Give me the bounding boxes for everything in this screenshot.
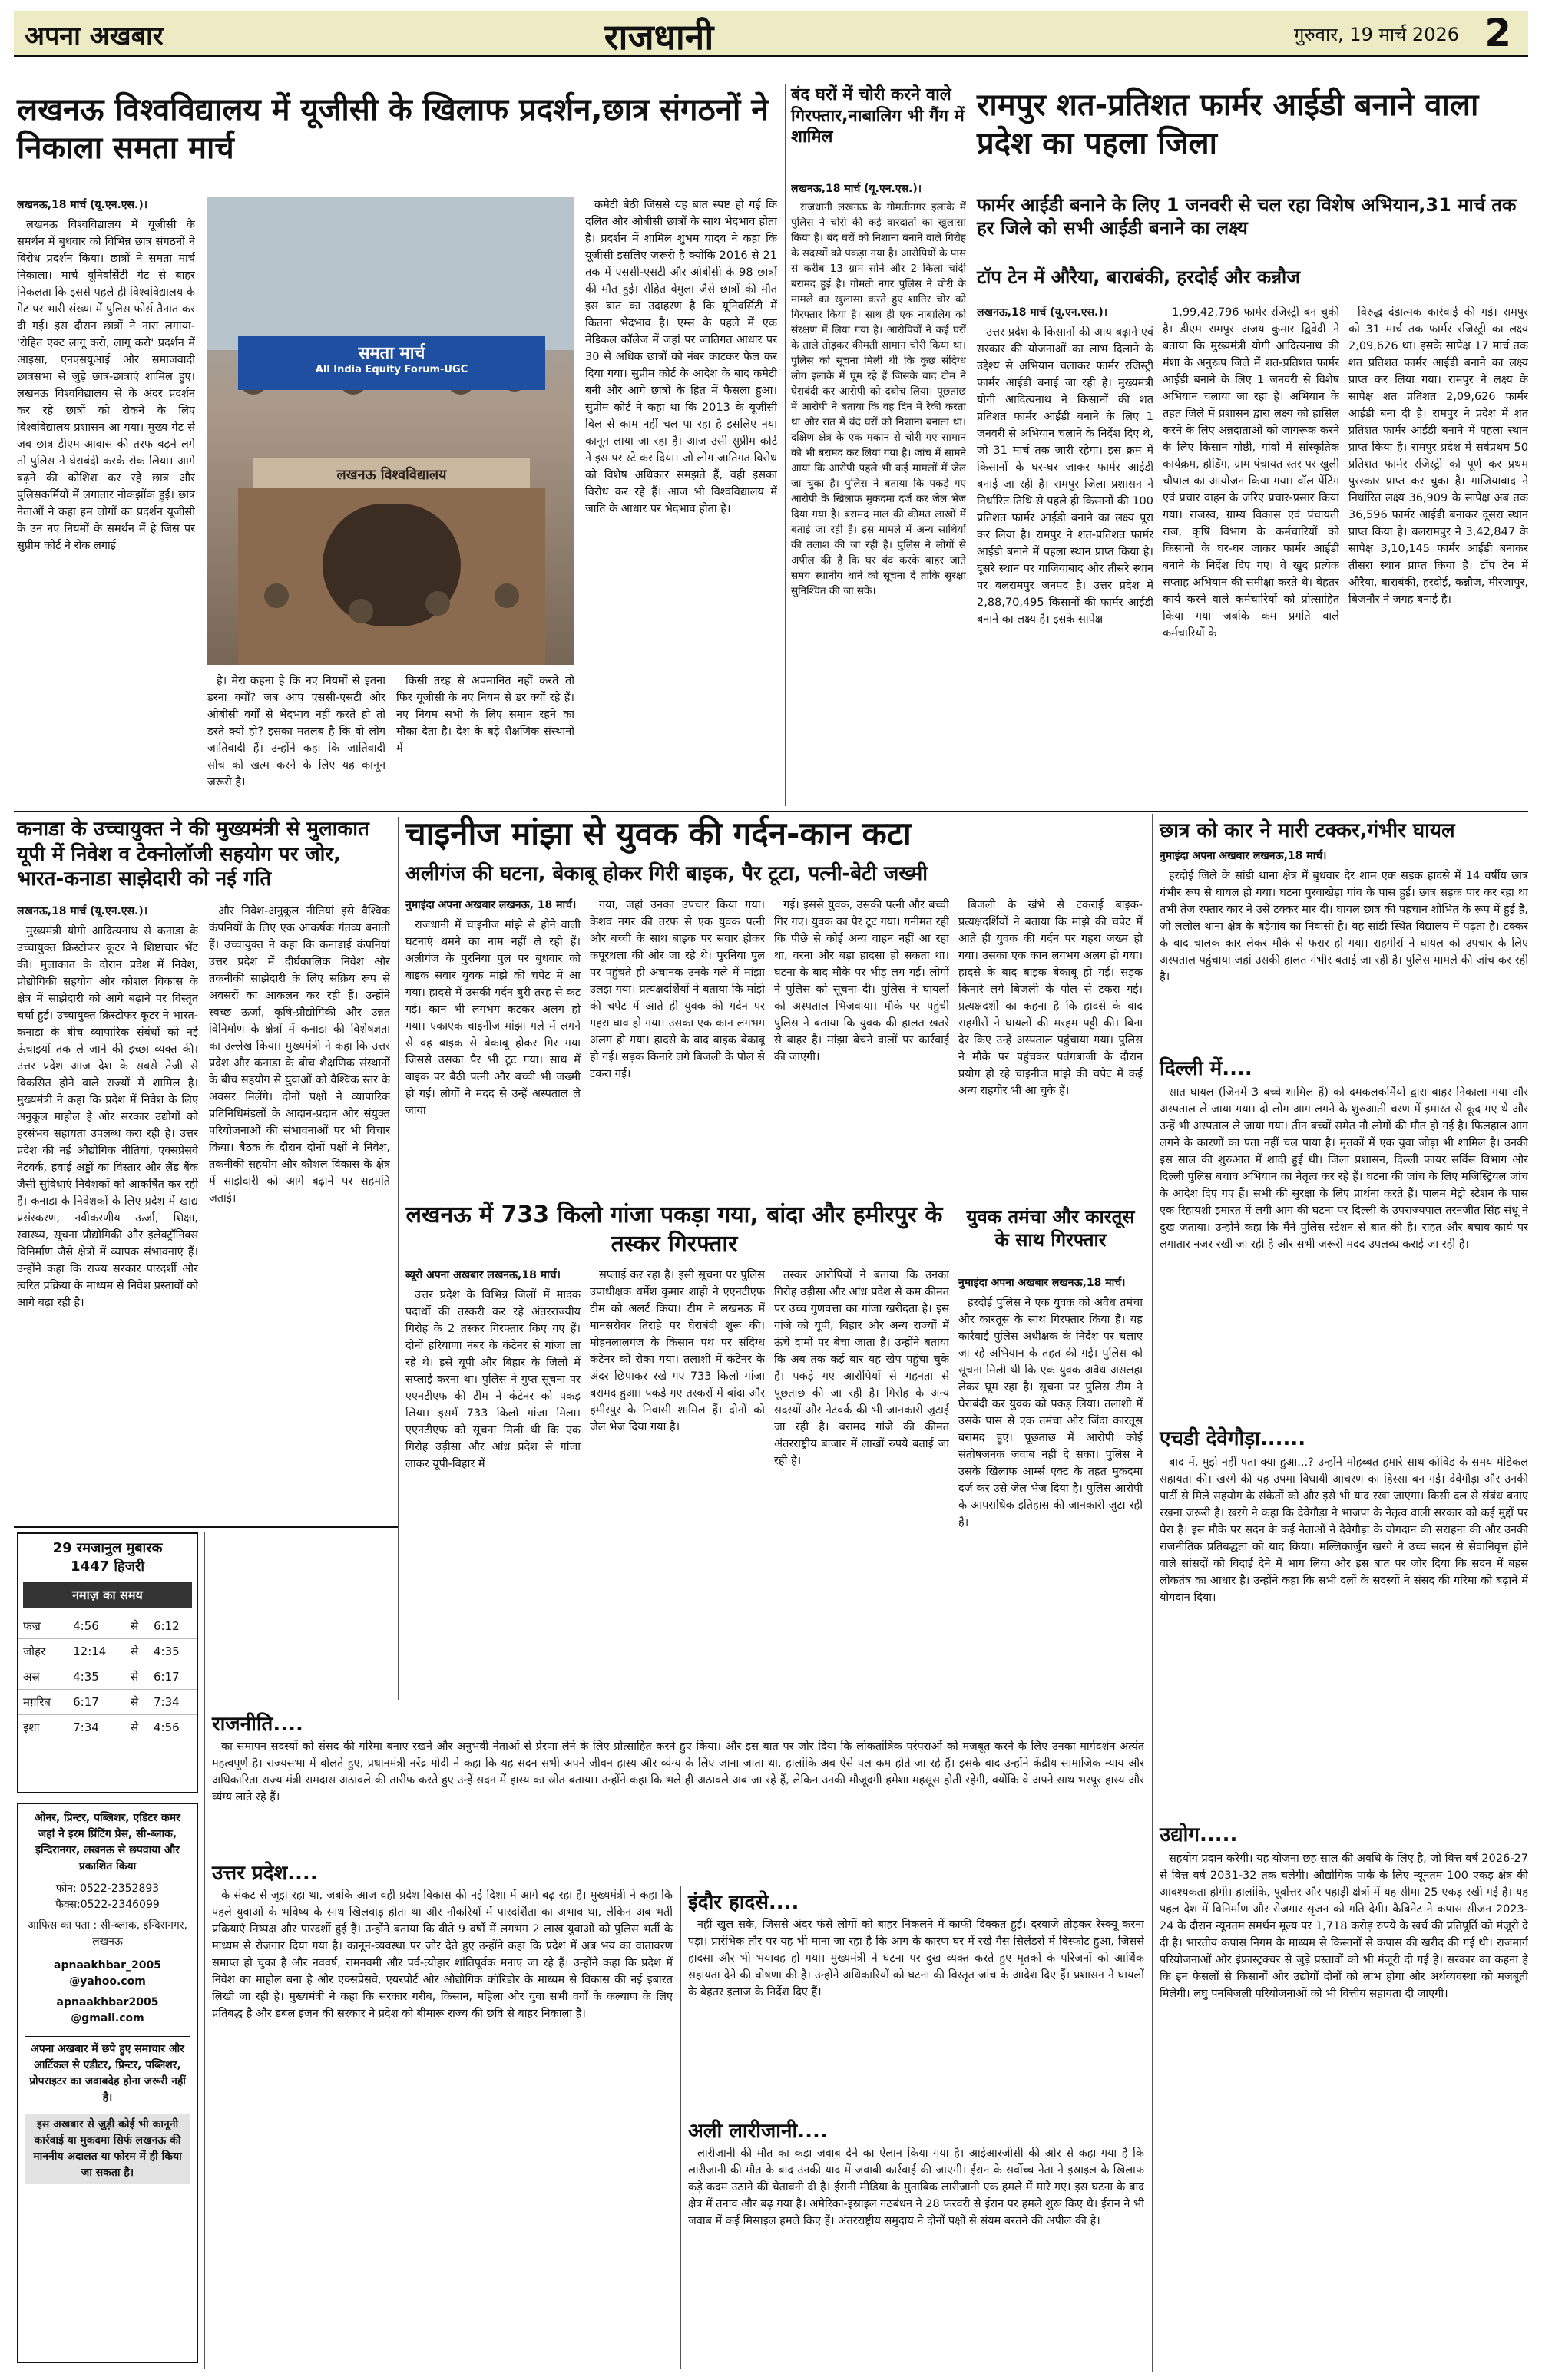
chori-column: [791, 181, 966, 811]
larijani-body: लारीजानी की मौत का कड़ा जवाब देने का ऐलान किया गया है। आईआरजीसी की ओर से कहा गया है कि लारीजानी की मौत के बाद उनकी याद में जवाबी कार्रवाई की जाएगी। ईरान के सर्वोच्च नेता ने इस्राइल के खिलाफ कड़े कदम उठाने की चेतावनी दी है। ईरानी मीडिया के मुताबिक लारीजानी एक हमले में मारे गए। इस घटना के बाद क्षेत्र में तनाव और बढ़ गया है। अमेरिका-इस्राइल गठबंधन ने 28 फरवरी से ईरान पर हमले शुरू किए थे। ईरान ने भी जवाब में कई मिसाइल हमले किए हैं। अंतरराष्ट्रीय समुदाय ने दोनों पक्षों से संयम बरतने की अपील की है।: [688, 2147, 1144, 2227]
section-divider: [14, 1526, 398, 1528]
namaz-table: [18, 1614, 197, 1740]
ugc-photo: [207, 197, 574, 665]
namaz-separator: से: [126, 1664, 149, 1690]
canada-dateline: लखनऊ,18 मार्च (यू.एन.एस.)।: [17, 905, 148, 917]
ugc-body-3: कमेटी बैठी जिससे यह बात स्पष्ट हो गई कि दलित और ओबीसी छात्रों के साथ भेदभाव होता है। प्रदर्शन में शामिल शुभम यादव ने कहा कि यूजीसी इसलिए जरूरी है क्योंकि 2016 से 21 तक में एससी-एसटी और ओबीसी के 98 छात्रों की मौत हुई। रोहित वेमुला जैसे छात्रों की मौत इस बात का उदाहरण है कि यूनिवर्सिटी में कितना भेदभाव है। एम्स के पहले में एक मेडिकल कॉलेज में जहां पर जातिगत आधार पर 30 से अधिक छात्रों को नंबर काटकर फेल कर दिया गया। सुप्रीम कोर्ट के आदेश के बाद कमेटी बनी और आगे छात्रों के हित में फैसला हुआ। सुप्रीम कोर्ट ने कहा था कि 2013 के यूजीसी बिल से काम नहीं चल पा रहा है इसलिए नया कानून लाया जा रहा है। आज उसी सुप्रीम कोर्ट ने इस पर स्टे कर दिया। जो लोग जातिगत विरोध को विशेष अधिकार समझते हैं, वही इसका विरोध कर रहे हैं। आज भी विश्वविद्यालय में जाति के आधार पर भेदभाव होता है।: [585, 199, 777, 515]
car-dateline: नुमाइंदा अपना अखबार लखनऊ,18 मार्च।: [1160, 850, 1327, 862]
imprint-text: ओनर, प्रिन्टर, पब्लिशर, एडिटर कमर जहां ने इरम प्रिंटिंग प्रेस, सी-ब्लाक, इन्दिरानगर, लखनऊ से छपवाया और प्रकाशित किया: [35, 1812, 180, 1873]
manjha-body-1: राजधानी में चाइनीज मांझे से होने वाली घटनाएं थमने का नाम नहीं ले रही हैं। अलीगंज के पुरनिया पुल पर बुधवार को बाइक सवार युवक मांझे की चपेट में आ गया। हादसे में उसकी गर्दन बुरी तरह से कट गई। कान भी लगभग कटकर अलग हो गया। एकाएक चाइनीज मांझा गले में लगने से वह बाइक से बेकाबू होकर गिर गया जिससे उसका पैर भी टूट गया। साथ में बाइक पर बैठी पत्नी और बच्ची भी जख्मी हो गईं। लोगों ने मदद से उन्हें अस्पताल ले जाया: [405, 919, 581, 1117]
larijani-column: [688, 2145, 1144, 2369]
ganja-headline: लखनऊ में 733 किलो गांजा पकड़ा गया, बांदा और हमीरपुर के तस्कर गिरफ्तार: [405, 1202, 943, 1258]
rampur-column-2: [1163, 304, 1339, 803]
larijani-section: अली लारीजानी....: [688, 2120, 828, 2143]
paper-name: अपना अखबार: [25, 21, 164, 51]
imprint-email-2: apnaakhbar2005 @gmail.com: [56, 1996, 159, 2025]
column-rule: [680, 1886, 681, 2369]
canada-body-1: मुख्यमंत्री योगी आदित्यनाथ से कनाडा के उच्चायुक्त क्रिस्टोफर कूटर ने शिष्टाचार भेंट की। मुलाकात के दौरान प्रदेश में निवेश, प्रौद्योगिकी सहयोग और कौशल विकास के क्षेत्र में साझेदारी को आगे बढ़ाने पर विस्तृत चर्चा हुई। उच्चायुक्त क्रिस्टोफर कूटर ने भारत-कनाडा के बीच व्यापारिक संबंधों को नई ऊंचाइयों तक ले जाने की इच्छा व्यक्त की। उत्तर प्रदेश आज देश के सबसे तेजी से विकसित होने वाले राज्यों में शामिल है। मुख्यमंत्री ने कहा कि प्रदेश में निवेश के लिए अनुकूल माहौल है और सरकार उद्योगों को हरसंभव सहायता उपलब्ध करा रही है। उत्तर प्रदेश की नई औद्योगिक नीतियां, एक्सप्रेसवे नेटवर्क, हवाई अड्डों का विस्तार और लैंड बैंक जैसी सुविधाएं निवेशकों को आकर्षित कर रही हैं। कनाडा के निवेशकों के लिए प्रदेश में खाद्य प्रसंस्करण, नवीकरणीय ऊर्जा, शिक्षा, स्वास्थ्य, सूचना प्रौद्योगिकी और इलेक्ट्रॉनिक्स विनिर्माण जैसे क्षेत्रों में व्यापक संभावनाएं हैं। उन्होंने कहा कि राज्य सरकार पारदर्शी और त्वरित प्रक्रिया के माध्यम से निवेश प्रस्तावों को आगे बढ़ा रही है।: [17, 925, 198, 1309]
ugc-headline: लखनऊ विश्वविद्यालय में यूजीसी के खिलाफ प्रदर्शन,छात्र संगठनों ने निकाला समता मार्च: [17, 92, 769, 166]
rampur-subhead: फार्मर आईडी बनाने के लिए 1 जनवरी से चल रहा विशेष अभियान,31 मार्च तक हर जिले को सभी आईडी बनाने का लक्ष्य: [977, 194, 1517, 239]
imprint-box: [17, 1803, 198, 2363]
ganja-body-2: सप्लाई कर रहा है। इसी सूचना पर पुलिस उपाधीक्षक धर्मेश कुमार शाही ने एएनटीएफ टीम को अलर्ट किया। टीम ने लखनऊ में मानसरोवर तिराहे पर घेराबंदी शुरू की। मोहनलालगंज के किसान पथ पर संदिग्ध कंटेनर को रोका गया। तलाशी में कंटेनर के अंदर छिपाकर रखे गए 733 किलो गांजा बरामद हुआ। पकड़े गए तस्करों में बांदा और हमीरपुर के निवासी शामिल हैं। दोनों को जेल भेज दिया गया है।: [590, 1269, 765, 1433]
deve-section: एचडी देवेगौड़ा......: [1160, 1427, 1306, 1450]
column-rule: [398, 817, 399, 1700]
namaz-end: 7:34: [149, 1690, 197, 1715]
ganja-column-1: [405, 1267, 581, 1704]
masthead: [14, 11, 1528, 57]
ganja-body-3: तस्कर आरोपियों ने बताया कि उनका गिरोह उड़ीसा और आंध्र प्रदेश से कम कीमत पर उच्च गुणवत्ता का गांजा खरीदता है। इस गांजे को यूपी, बिहार और अन्य राज्यों में ऊंचे दामों पर बेचा जाता है। उन्होंने बताया कि अब तक कई बार यह खेप पहुंचा चुके हैं। पकड़े गए आरोपियों से गहनता से पूछताछ की जा रही है। गिरोह के अन्य सदस्यों और नेटवर्क की भी जानकारी जुटाई जा रही है। बरामद गांजे की कीमत अंतरराष्ट्रीय बाजार में लाखों रुपये बताई जा रही है।: [774, 1269, 949, 1467]
namaz-start: 7:34: [68, 1715, 126, 1740]
page-number: 2: [1484, 11, 1511, 55]
manjha-body-2: गया, जहां उनका उपचार किया गया। केशव नगर की तरफ से एक युवक पत्नी और बच्ची के साथ बाइक पर सवार होकर कपूरथला की ओर जा रहे थे। पुरनिया पुल पर पहुंचते ही अचानक उनके गले में मांझा उलझ गया। प्रत्यक्षदर्शियों ने बताया कि मांझे की चपेट में आते ही युवक की गर्दन पर गहरा घाव हो गया। उसका एक कान लगभग अलग हो गया। हादसे के बाद बाइक बेकाबू हो गई। सड़क किनारे लगे बिजली के पोल से टकरा गई।: [590, 899, 765, 1080]
namaz-name: अस्र: [18, 1664, 68, 1690]
uttar-column: [212, 1887, 673, 2369]
manjha-body-4: बिजली के खंभे से टकराई बाइक-प्रत्यक्षदर्शियों ने बताया कि मांझे की चपेट में आते ही युवक की गर्दन पर गहरा जख्म हो गया। उसका एक कान लगभग अलग हो गया। हादसे के बाद बाइक बेकाबू हो गई। सड़क किनारे लगे बिजली के पोल से टकरा गई। प्रत्यक्षदर्शी का कहना है कि हादसे के बाद राहगीरों ने घायलों की मरहम पट्टी की। बिना देर किए उन्हें अस्पताल पहुंचाया गया। पुलिस ने मौके पर पहुंचकर पतंगबाजी के दौरान प्रयोग हो रहे चाइनीज मांझे की चपेट में कई अन्य राहगीर भी आ चुके हैं।: [958, 899, 1143, 1097]
ugc-body-2b: किसी तरह से अपमानित नहीं करते तो फिर यूजीसी के नए नियम से डर क्यों रहे हैं। नए नियम सभी के लिए समान रहने का मौका देता है। देश के बड़े शैक्षणिक संस्थानों में: [396, 675, 574, 755]
hijri-year: 1447 हिजरी: [71, 1559, 144, 1575]
manjha-column-1: [405, 897, 581, 1196]
chori-dateline: लखनऊ,18 मार्च (यू.एन.एस.)।: [791, 183, 922, 195]
rampur-body-1: उत्तर प्रदेश के किसानों की आय बढ़ाने एवं सरकार की योजनाओं का लाभ दिलाने के उद्देश्य से अभियान चलाकर फार्मर रजिस्ट्री फार्मर आईडी बनाई जा रही है। मुख्यमंत्री योगी आदित्यनाथ ने किसानों की शत प्रतिशत फार्मर आईडी बनाने के लिए 1 जनवरी से अभियान चलाने के निर्देश दिए थे, जो 31 मार्च तक जारी रहेगा। इस क्रम में किसानों के घर-घर जाकर फार्मर आईडी बनाई जा रही है। रामपुर जिला प्रशासन ने निर्धारित तिथि से पहले ही किसानों की 100 प्रतिशत फार्मर आईडी बनाने का लक्ष्य पूरा कर लिया है। रामपुर ने शत-प्रतिशत फार्मर आईडी बनाने में पहला स्थान प्राप्त किया है। दूसरे स्थान पर गाजियाबाद और तीसरे स्थान पर बलरामपुर जनपद है। उत्तर प्रदेश में 2,88,70,495 किसानों की फार्मर आईडी बनाने का लक्ष्य है। इसके सापेक्ष: [977, 326, 1153, 626]
ugc-column-3: [585, 197, 777, 811]
uttar-section: उत्तर प्रदेश....: [212, 1862, 318, 1885]
manjha-dateline: नुमाइंदा अपना अखबार लखनऊ, 18 मार्च।: [405, 899, 577, 911]
canada-headline: कनाडा के उच्चायुक्त ने की मुख्यमंत्री से मुलाकात यूपी में निवेश व टेक्नोलॉजी सहयोग पर जोर, भारत-कनाडा साझेदारी को नई गति: [17, 818, 369, 891]
namaz-row: [18, 1614, 197, 1639]
ganja-column-3: [774, 1267, 949, 1704]
imprint-notice-1: अपना अखबार में छपे हुए समाचार और आर्टिकल से एडीटर, प्रिन्टर, पब्लिशर, प्रोपराइटर का जवाबदेह होना जरूरी नहीं है।: [25, 2036, 190, 2106]
rampur-dateline: लखनऊ,18 मार्च (यू.एन.एस.)।: [977, 306, 1108, 319]
issue-date: गुरुवार, 19 मार्च 2026: [1293, 24, 1459, 45]
namaz-row: [18, 1690, 197, 1715]
delhi-section: दिल्ली में....: [1160, 1057, 1252, 1080]
tamancha-column: [958, 1274, 1143, 1704]
ganja-column-2: [590, 1267, 765, 1704]
column-rule: [785, 84, 786, 806]
rampur-headline: रामपुर शत-प्रतिशत फार्मर आईडी बनाने वाला प्रदेश का पहला जिला: [977, 88, 1479, 161]
rampur-body-2: 1,99,42,796 फार्मर रजिस्ट्री बन चुकी है। डीएम रामपुर अजय कुमार द्विवेदी ने बताया कि मुख्यमंत्री योगी आदित्यनाथ की मंशा के अनुरूप जिले में शत-प्रतिशत फार्मर आईडी बनाने के लिए 1 जनवरी से विशेष अभियान चलाया जा रहा है। अभियान के तहत जिले में प्रशासन द्वारा लक्ष्य को हासिल करने के लिए अन्नदाताओं को जागरूक करने के लिए किसान गोष्ठी, गांवों में सांस्कृतिक कार्यक्रम, होर्डिंग, ग्राम पंचायत स्तर पर खुली चौपाल का आयोजन किया गया। वॉल पेंटिंग एवं प्रचार वाहन के जरिए प्रचार-प्रसार किया गया। राजस्व, ग्राम्य विकास एवं पंचायती राज, कृषि विभाग के कर्मचारियों को किसानों के घर-घर जाकर फार्मर आईडी बनाने के निर्देश दिए गए। वे खुद प्रत्येक सप्ताह अभियान की समीक्षा करते थे। बेहतर कार्य करने वाले कर्मचारियों को प्रोत्साहित किया गया जबकि कम प्रगति वाले कर्मचारियों के: [1163, 306, 1339, 640]
ugc-column-2b: [396, 673, 574, 811]
deve-body: बाद में, मुझे नहीं पता क्या हुआ...? उन्होंने मोहब्बत हमारे साथ कोविड के समय मेडिकल सहायता की। खरगे की यह उपमा विधायी आचरण का हिस्सा बन गई। देवेगौड़ा और उनकी पार्टी से मिले सहयोग के संकेतों को और इसे भी याद रखा जाएगा। किसी दल से संबंध बनाए रखना जरूरी है। खरगे ने कहा कि देवेगौड़ा ने भाजपा के नेतृत्व वाली सरकार को कई मुद्दों पर घेरा है। इस मौके पर सदन के कई नेताओं ने देवेगौड़ा के योगदान की सराहना की और उनकी राजनीतिक प्रतिबद्धता को याद किया। मल्लिकार्जुन खरगे ने उच्च सदन से सेवानिवृत्त होने वाले सांसदों को विदाई देने में भाग लिया और इस बात पर जोर दिया कि सदन में बहस लोकतंत्र का आधार है। उन्होंने कहा कि सभी दलों के सदस्यों ने संसद की गरिमा को बढ़ाने में योगदान दिया।: [1160, 1456, 1528, 1604]
namaz-end: 4:56: [149, 1715, 197, 1740]
rajneeti-column: [212, 1738, 1144, 1853]
namaz-separator: से: [126, 1614, 149, 1639]
ganja-body-1: उत्तर प्रदेश के विभिन्न जिलों में मादक पदार्थों की तस्करी कर रहे अंतरराज्यीय गिरोह के 2 तस्कर गिरफ्तार किए गए हैं। दोनों हरियाणा नंबर के कंटेनर से गांजा ला रहे थे। इसे यूपी और बिहार के जिलों में सप्लाई करना था। पुलिस ने गुप्त सूचना पर एएनटीएफ की टीम ने कंटेनर को पकड़ लिया। इसमें 733 किलो गांजा मिला। एएनटीएफ को सूचना मिली थी कि एक गिरोह उड़ीसा और आंध्र प्रदेश से गांजा लाकर यूपी-बिहार में: [405, 1289, 581, 1470]
indore-section: इंदौर हादसे....: [688, 1891, 799, 1914]
banner-title: समता मार्च: [358, 344, 425, 363]
indore-column: [688, 1916, 1144, 2108]
rampur-subhead-2: टॉप टेन में औरैया, बाराबंकी, हरदोई और कन्नौज: [977, 266, 1301, 288]
imprint-notice-2: इस अखबार से जुड़ी कोई भी कानूनी कार्रवाई या मुकदमा सिर्फ लखनऊ की माननीय अदालत या फोरम में ही किया जा सकता है।: [25, 2114, 190, 2184]
ugc-photo-illustration: [207, 197, 574, 665]
namaz-box: [17, 1532, 198, 1793]
namaz-title: नमाज़ का समय: [23, 1582, 192, 1608]
ugc-photo-banner: [238, 336, 545, 390]
car-column: [1160, 848, 1528, 1047]
udyog-body: सहयोग प्रदान करेगी। यह योजना छह साल की अवधि के लिए है, जो वित्त वर्ष 2026-27 से वित्त वर्ष 2031-32 तक चलेगी। औद्योगिक पार्क के लिए न्यूनतम 100 एकड़ क्षेत्र की आवश्यकता होगी। हालांकि, पूर्वोत्तर और पहाड़ी क्षेत्रों में यह सीमा 25 एकड़ रखी गई है। यह पहल देश में विनिर्माण और रोजगार सृजन को गति देगी। कैबिनेट ने कपास सीजन 2023-24 के दौरान न्यूनतम समर्थन मूल्य पर 1,718 करोड़ रुपये के खर्च की प्रतिपूर्ति को मंजूरी दे दी है। भारतीय कपास निगम के माध्यम से किसानों से कपास की खरीद की गई थी। राजमार्ग परियोजनाओं और इंफ्रास्ट्रक्चर से जुड़े प्रस्तावों को भी मंजूरी दी गई है। सरकार का कहना है कि इन फैसलों से किसानों और उद्योगों दोनों को लाभ होगा और अर्थव्यवस्था को मजबूती मिलेगी। लघु पनबिजली परियोजनाओं को भी वित्तीय सहायता दी जाएगी।: [1160, 1853, 1528, 2000]
deve-column: [1160, 1454, 1528, 1807]
rampur-column-3: [1348, 304, 1528, 803]
namaz-start: 4:35: [68, 1664, 126, 1690]
chori-headline: बंद घरों में चोरी करने वाले गिरफ्तार,नाबालिग भी गैंग में शामिल: [791, 85, 965, 147]
tamancha-dateline: नुमाइंदा अपना अखबार लखनऊ,18 मार्च।: [958, 1277, 1126, 1289]
building-sign: लखनऊ विश्वविद्यालय: [336, 467, 447, 483]
rajneeti-body: का समापन सदस्यों को संसद की गरिमा बनाए रखने और अनुभवी नेताओं से प्रेरणा लेने के लिए प्रोत्साहित करने हुए किया। और इस बात पर जोर दिया कि लोकतांत्रिक परंपराओं को मजबूत करने के लिए उनका मार्गदर्शन अत्यंत महत्वपूर्ण है। राज्यसभा में बोलते हुए, प्रधानमंत्री नरेंद्र मोदी ने कहा कि यह सदन सभी अपने जीवन हास्य और व्यंग्य के लिए जाना जाता था, हालांकि अब ऐसे पल कम होते जा रहे हैं। इसके बाद उन्होंने केंद्रीय सामाजिक न्याय और अधिकारिता राज्य मंत्री रामदास अठावले की तारीफ करते हुए उन्हें सदन में हास्य का स्रोत बताया। उन्होंने कहा कि भले ही अठावले अब जा रहे हैं, लेकिन उनकी मौजूदगी हमेशा महसूस होती रहेगी, क्योंकि वे अपने साथ भरपूर हास्य और व्यंग्य लाते रहे हैं।: [212, 1740, 1144, 1803]
namaz-end: 6:12: [149, 1614, 197, 1639]
tamancha-headline: युवक तमंचा और कारतूस के साथ गिरफ्तार: [966, 1206, 1135, 1251]
manjha-body-3: गई। इससे युवक, उसकी पत्नी और बच्ची गिर गए। युवक का पैर टूट गया। गनीमत रही कि पीछे से कोई अन्य वाहन नहीं आ रहा था, वरना और बड़ा हादसा हो सकता था। घटना के बाद मौके पर भीड़ लग गई। लोगों ने पुलिस को सूचना दी। पुलिस ने घायलों को अस्पताल भिजवाया। मौके पर पहुंची पुलिस ने बताया कि युवक की हालत खतरे से बाहर है। मांझा बेचने वालों पर कार्रवाई की जाएगी।: [774, 899, 949, 1063]
chori-body: राजधानी लखनऊ के गोमतीनगर इलाके में पुलिस ने चोरी की कई वारदातों का खुलासा किया है। बंद घरों को निशाना बनाने वाले गिरोह के सदस्यों को पकड़ा गया है। आरोपियों के पास से करीब 13 ग्राम सोने और 2 किलो चांदी बरामद हुई है। गोमती नगर पुलिस ने चोरी के मामले का खुलासा करते हुए शातिर चोर को गिरफ्तार किया है। साथ ही एक नाबालिग को संरक्षण में लिया गया है। आरोपियों ने कई घरों के ताले तोड़कर कीमती सामान चोरी किया था। पुलिस को सूचना मिली थी कि कुछ संदिग्ध लोग इलाके में घूम रहे हैं जिसके बाद टीम ने घेराबंदी कर आरोपी को दबोच लिया। पूछताछ में आरोपी ने बताया कि वह दिन में रेकी करता था और रात में बंद घरों को निशाना बनाता था। दक्षिण क्षेत्र के एक मकान से चोरी गए सामान को भी बरामद कर लिया गया है। जांच में सामने आया कि आरोपी पहले भी कई मामलों में जेल जा चुका है। पुलिस ने बताया कि पकड़े गए आरोपी के खिलाफ मुकदमा दर्ज कर जेल भेज दिया गया है। बरामद माल की कीमत लाखों में बताई जा रही है। इस मामले में अन्य साथियों की तलाश की जा रही है। पुलिस ने लोगों से अपील की है कि घर बंद करके बाहर जाते समय स्थानीय थाने को सूचना दें ताकि सुरक्षा सुनिश्चित की जा सके।: [791, 201, 966, 597]
ugc-column-1: [17, 197, 195, 811]
banner-subtitle: All India Equity Forum-UGC: [315, 364, 468, 375]
section-divider: [14, 811, 1528, 812]
rampur-column-1: [977, 304, 1153, 803]
manjha-column-3: [774, 897, 949, 1196]
namaz-separator: से: [126, 1639, 149, 1664]
namaz-name: जोहर: [18, 1639, 68, 1664]
manjha-headline: चाइनीज मांझा से युवक की गर्दन-कान कटा: [405, 815, 912, 852]
canada-column-1: [17, 903, 198, 1517]
namaz-separator: से: [126, 1715, 149, 1740]
namaz-name: फज्र: [18, 1614, 68, 1639]
imprint-office: आफिस का पता : सी-ब्लाक, इन्दिरानगर, लखनऊ: [28, 1919, 187, 1948]
namaz-name: इशा: [18, 1715, 68, 1740]
imprint-fax: फैक्स:0522-2346099: [55, 1899, 160, 1911]
column-rule: [204, 1532, 205, 2369]
section-title: राजधानी: [604, 16, 714, 58]
column-rule: [1152, 814, 1153, 2372]
ugc-body-2: है। मेरा कहना है कि नए नियमों से इतना डरना क्यों? जब आप एससी-एसटी और ओबीसी वर्गों से भेदभाव नहीं करते हो तो डरते क्यों हो? इसका मतलब है कि वो लोग जातिवादी हैं। उन्होंने कहा कि जातिवादी सोच को खत्म करने के लिए यह कानून जरूरी है।: [207, 675, 386, 788]
hijri-date: 29 रमजानुल मुबारक: [52, 1540, 163, 1556]
canada-body-2: और निवेश-अनुकूल नीतियां इसे वैश्विक कंपनियों के लिए एक आकर्षक गंतव्य बनाती हैं। उच्चायुक्त ने कहा कि कनाडाई कंपनियां उत्तर प्रदेश में दीर्घकालिक निवेश और तकनीकी साझेदारी के लिए सक्रिय रूप से अवसरों का आकलन कर रही हैं। उन्होंने स्वच्छ ऊर्जा, कृषि-प्रौद्योगिकी और उन्नत विनिर्माण के क्षेत्रों में कनाडा की विशेषज्ञता का उल्लेख किया। मुख्यमंत्री ने कहा कि उत्तर प्रदेश और कनाडा के बीच शैक्षणिक संस्थानों के बीच सहयोग से युवाओं को वैश्विक स्तर के अवसर मिलेंगे। दोनों पक्षों ने व्यापारिक प्रतिनिधिमंडलों के आदान-प्रदान और संयुक्त परियोजनाओं की संभावनाओं पर भी विचार किया। बैठक के दौरान दोनों पक्षों ने निवेश, तकनीकी सहयोग और कौशल विकास के क्षेत्र में साझेदारी को आगे बढ़ाने पर सहमति जताई।: [209, 905, 390, 1205]
udyog-column: [1160, 1850, 1528, 2372]
namaz-row: [18, 1715, 197, 1740]
rajneeti-section: राजनीति....: [212, 1713, 303, 1736]
manjha-column-2: [590, 897, 765, 1196]
namaz-start: 4:56: [68, 1614, 126, 1639]
namaz-end: 4:35: [149, 1639, 197, 1664]
udyog-section: उद्योग.....: [1160, 1823, 1238, 1846]
ugc-column-2: [207, 673, 386, 811]
ugc-body-1: लखनऊ विश्वविद्यालय में यूजीसी के समर्थन में बुधवार को विभिन्न छात्र संगठनों ने विरोध प्रदर्शन किया। छात्रों ने समता मार्च निकाला। मार्च यूनिवर्सिटी गेट से बाहर निकलता कि इससे पहले ही विश्वविद्यालय के गेट पर भारी संख्या में पुलिस फोर्स तैनात कर दी गई। इस दौरान छात्रों ने नारा लगाया-'रोहित एक्ट लागू करो, लागू करो' प्रदर्शन में आइसा, एनएसयूआई और समाजवादी छात्रसभा से जुड़े छात्र-छात्राएं शामिल हुए। लखनऊ विश्वविद्यालय से के अंदर प्रदर्शन कर रहे छात्रों को रोकने के लिए विश्वविद्यालय प्रशासन आ गया। मुख्य गेट से जब छात्र डीएम आवास की तरफ बढ़ने लगे तो पुलिस ने घेराबंदी करके रोक लिया। आगे बढ़ने की कोशिश कर रहे छात्र और पुलिसकर्मियों में लगातार नोकझोंक हुई। छात्र नेताओं ने कहा हम लोगों का प्रदर्शन यूजीसी के उन नए नियमों के समर्थन में है जिस पर सुप्रीम कोर्ट ने रोक लगाई: [17, 219, 195, 552]
canada-column-2: [209, 903, 390, 1517]
tamancha-body: हरदोई पुलिस ने एक युवक को अवैध तमंचा और कारतूस के साथ गिरफ्तार किया है। यह कार्रवाई पुलिस अधीक्षक के निर्देश पर चलाए जा रहे अभियान के तहत की गई। पुलिस को सूचना मिली थी कि एक युवक अवैध असलहा लेकर घूम रहा है। सूचना पर पुलिस टीम ने घेराबंदी कर युवक को पकड़ लिया। तलाशी में उसके पास से एक तमंचा और जिंदा कारतूस बरामद हुए। पूछताछ में आरोपी कोई संतोषजनक जवाब नहीं दे सका। पुलिस ने उसके खिलाफ आर्म्स एक्ट के तहत मुकदमा दर्ज कर उसे जेल भेज दिया है। पुलिस आरोपी के आपराधिक इतिहास की जानकारी जुटा रही है।: [958, 1297, 1143, 1529]
delhi-column: [1160, 1084, 1528, 1414]
ganja-dateline: ब्यूरो अपना अखबार लखनऊ,18 मार्च।: [405, 1269, 561, 1281]
car-body: हरदोई जिले के सांडी थाना क्षेत्र में बुधवार देर शाम एक सड़क हादसे में 14 वर्षीय छात्र गंभीर रूप से घायल हो गया। घटना पुरवाखेड़ा गांव के पास हुई। छात्र सड़क पार कर रहा था तभी तेज रफ्तार कार ने उसे टक्कर मार दी। घायल छात्र की पहचान शोभित के रूप में हुई है, जो ललोल थाना क्षेत्र के बड़ेगांव का निवासी है। वह सांडी स्थित विद्यालय में पढ़ता है। टक्कर के बाद चालक कार लेकर मौके से फरार हो गया। राहगीरों ने घायल को उपचार के लिए अस्पताल पहुंचाया जहां उसकी हालत गंभीर बताई जा रही है। पुलिस मामले की जांच कर रही है।: [1160, 870, 1528, 983]
namaz-separator: से: [126, 1690, 149, 1715]
manjha-column-4: [958, 897, 1143, 1196]
namaz-end: 6:17: [149, 1664, 197, 1690]
namaz-name: मग़रिब: [18, 1690, 68, 1715]
namaz-start: 12:14: [68, 1639, 126, 1664]
delhi-body: सात घायल (जिनमें 3 बच्चे शामिल हैं) को दमकलकर्मियों द्वारा बाहर निकाला गया और अस्पताल ले जाया गया। दो लोग आग लगने के शुरुआती चरण में इमारत से कूद गए थे और उन्हें भी अस्पताल ले जाया गया। तीन बच्चों समेत नौ लोगों की मौत हो गई है। फिलहाल आग लगने के कारणों का पता नहीं चल पाया है। मृतकों में एक युवा जोड़ा भी शामिल है। उनकी इस साल की शुरुआत में शादी हुई थी। जिला प्रशासन, दिल्ली फायर सर्विस विभाग और दिल्ली पुलिस बचाव अभियान का नेतृत्व कर रहे हैं। घटना की जांच के लिए मजिस्ट्रियल जांच के आदेश दिए गए हैं। सभी की सुरक्षा के लिए प्रार्थना करते हैं। पालम मेट्रो स्टेशन के पास एक रिहायशी इमारत में लगी आग की घटना पर दिल्ली के उपराज्यपाल तरनजीत सिंह संधू ने दुख जताया। उन्होंने कहा कि मैंने पुलिस स्टेशन से बात की है। राहत और बचाव कार्य पर लगातार नजर रखी जा रही है और सभी जरूरी मदद उपलब्ध कराई जा रही है।: [1160, 1086, 1528, 1251]
namaz-start: 6:17: [68, 1690, 126, 1715]
namaz-row: [18, 1664, 197, 1690]
uttar-body: के संकट से जूझ रहा था, जबकि आज वही प्रदेश विकास की नई दिशा में आगे बढ़ रहा है। मुख्यमंत्री ने कहा कि पहले युवाओं के भविष्य के साथ खिलवाड़ होता था और नौकरियों में पारदर्शिता का अभाव था, लेकिन अब भर्ती प्रक्रियाएं निष्पक्ष और पारदर्शी हुई हैं। उन्होंने बताया कि बीते 9 वर्षों में लगभग 2 लाख युवाओं को पुलिस भर्ती के माध्यम से रोजगार दिया गया है। कानून-व्यवस्था पर जोर देते हुए उन्होंने कहा कि प्रदेश में अब भय का वातावरण समाप्त हो चुका है और नववर्ष, रामनवमी और पर्व-त्योहार शांतिपूर्वक मनाए जा रहे हैं। उन्होंने कहा कि प्रदेश में निवेश का माहौल बना है और एक्सप्रेसवे, एयरपोर्ट और औद्योगिक कॉरिडोर के माध्यम से विकास की नई इबारत लिखी जा रही है। मुख्यमंत्री ने कहा कि सरकार गरीब, किसान, महिला और युवा सभी वर्गों के कल्याण के लिए प्रतिबद्ध है और डबल इंजन की सरकार ने प्रदेश को बीमारू राज्य की छवि से बाहर निकाला है।: [212, 1889, 673, 2020]
imprint-email-1: apnaakhbar_2005 @yahoo.com: [54, 1959, 161, 1988]
namaz-row: [18, 1639, 197, 1664]
car-headline: छात्र को कार ने मारी टक्कर,गंभीर घायल: [1160, 819, 1455, 842]
ugc-dateline: लखनऊ,18 मार्च (यू.एन.एस.)।: [17, 199, 148, 211]
indore-body: नहीं खुल सके, जिससे अंदर फंसे लोगों को बाहर निकलने में काफी दिक्कत हुई। दरवाजे तोड़कर रेस्क्यू करना पड़ा। प्रारंभिक तौर पर यह भी माना जा रहा है कि आग के कारण घर में रखे गैस सिलेंडरों में विस्फोट हुआ, जिससे हादसा और भी भयावह हो गया। मुख्यमंत्री ने घटना पर दुख व्यक्त करते हुए मृतकों के परिजनों को आर्थिक सहायता देने की घोषणा की है। उन्होंने अधिकारियों को घटना की विस्तृत जांच के आदेश दिए हैं। प्रशासन ने घायलों के बेहतर इलाज के निर्देश दिए हैं।: [688, 1919, 1144, 1998]
imprint-phone: फोन: 0522-2352893: [55, 1883, 160, 1895]
rampur-body-3: विरुद्ध दंडात्मक कार्रवाई की गई। रामपुर को 31 मार्च तक फार्मर रजिस्ट्री का लक्ष्य 2,09,626 था। इसके सापेक्ष 17 मार्च तक शत प्रतिशत फार्मर आईडी बनाने का लक्ष्य प्राप्त कर लिया गया। रामपुर ने लक्ष्य के सापेक्ष शत प्रतिशत 2,09,626 फार्मर आईडी बना दी है। रामपुर ने प्रदेश में शत प्रतिशत फार्मर आईडी बनाने में पहला स्थान प्राप्त किया है। रामपुर प्रदेश में सर्वप्रथम 50 प्रतिशत फार्मर रजिस्ट्री को पूर्ण कर प्रथम पुरस्कार प्राप्त कर चुका है। गाजियाबाद ने निर्धारित लक्ष्य 36,909 के सापेक्ष अब तक 36,596 फार्मर आईडी बनाकर दूसरा स्थान प्राप्त किया है। बलरामपुर ने 3,42,847 के सापेक्ष 3,10,145 फार्मर आईडी बनाकर तीसरा स्थान प्राप्त किया है। टॉप टेन में औरैया, बाराबंकी, हरदोई, कन्नौज, मीरजापुर, बिजनौर ने जगह बनाई है।: [1348, 306, 1528, 606]
manjha-subhead: अलीगंज की घटना, बेकाबू होकर गिरी बाइक, पैर टूटा, पत्नी-बेटी जख्मी: [405, 862, 928, 885]
